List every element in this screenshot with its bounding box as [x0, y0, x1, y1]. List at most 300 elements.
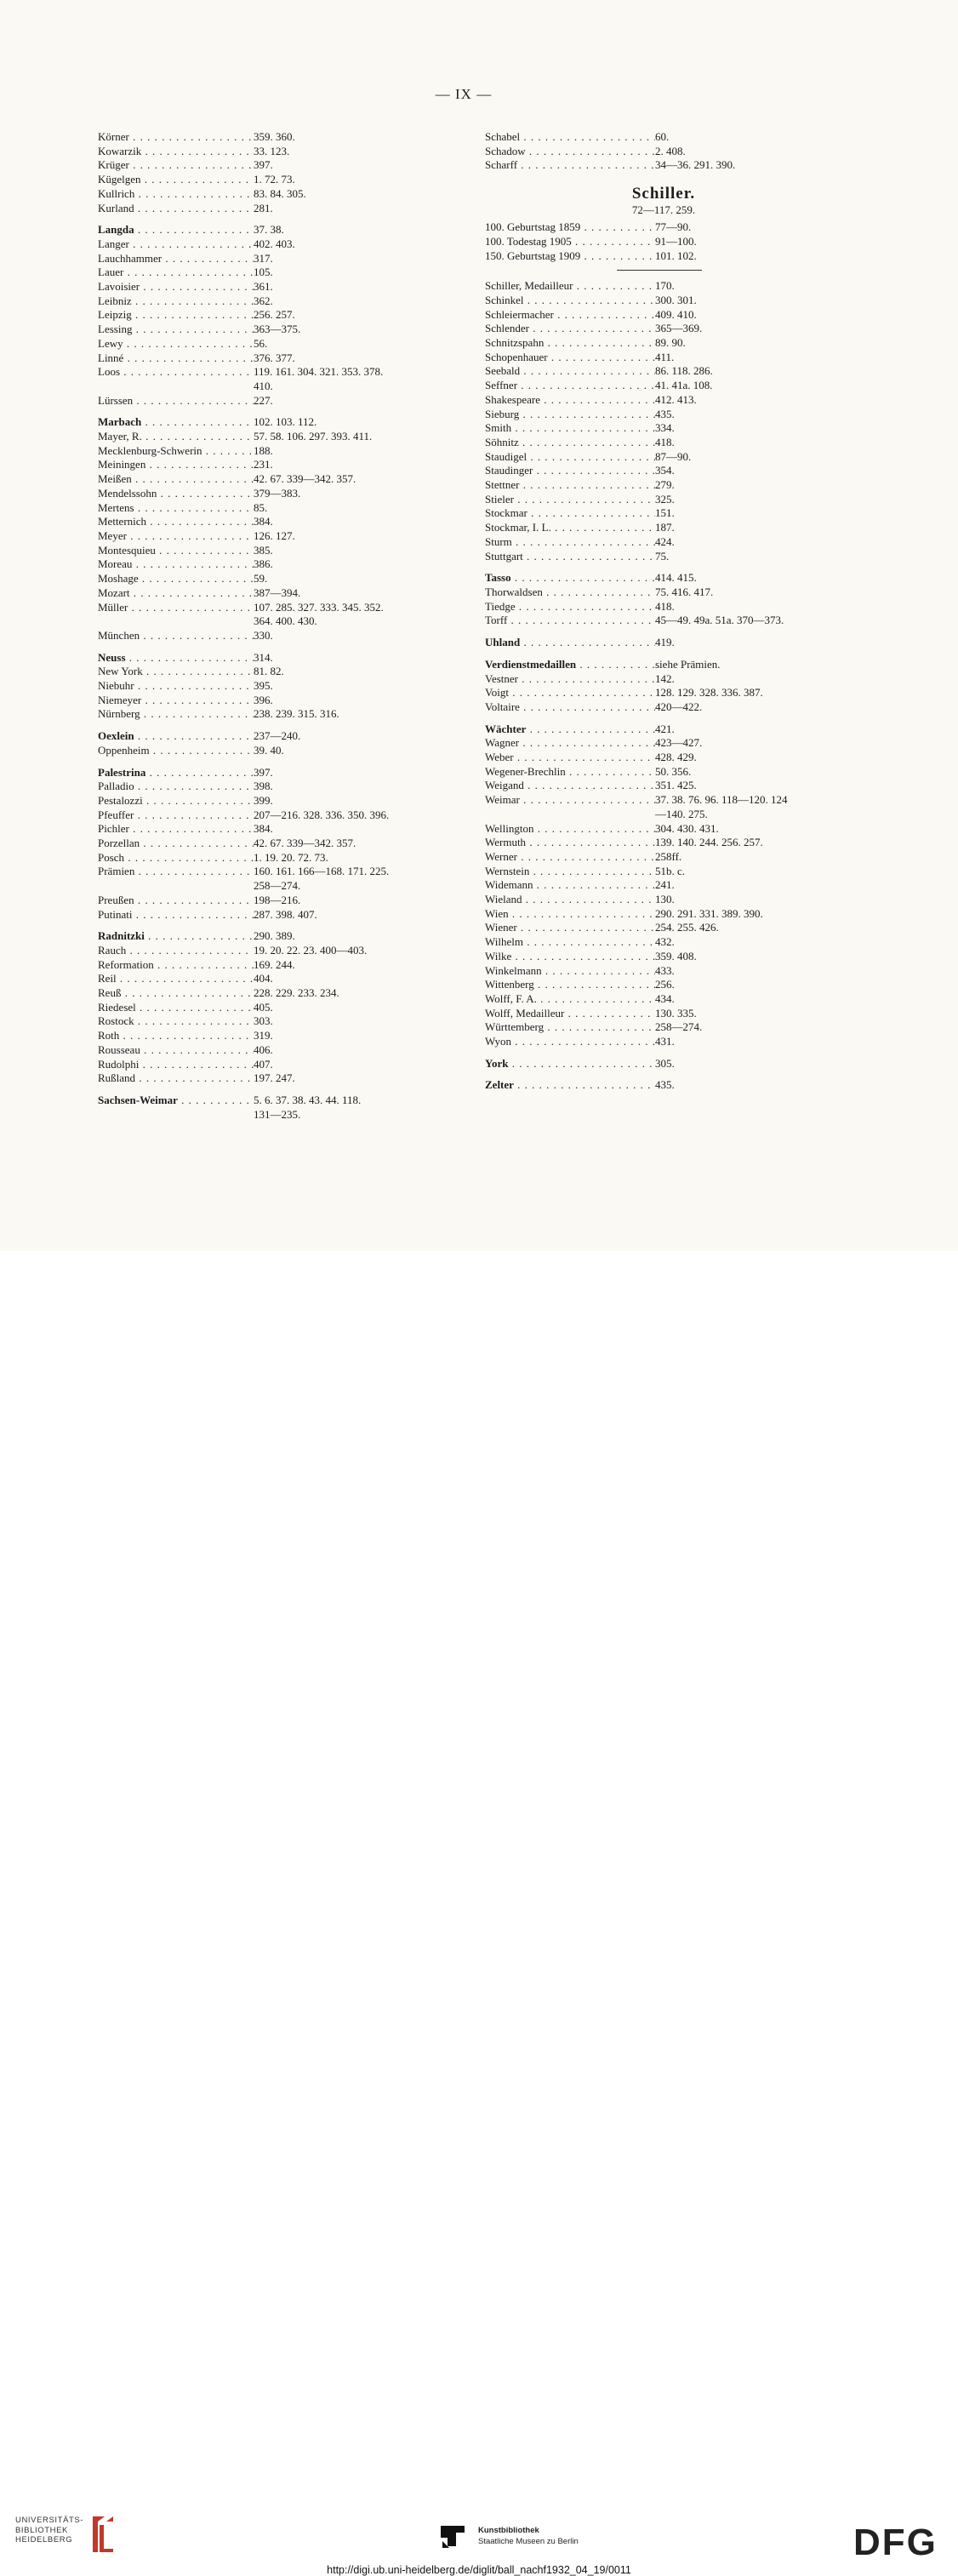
index-entry: [98, 529, 449, 544]
index-entry: [485, 379, 851, 393]
entry-pages: 409. 410.: [655, 307, 697, 321]
entry-name: Wächter: [485, 722, 527, 735]
index-entry: [98, 430, 449, 444]
index-entry: [485, 935, 851, 950]
entry-pages: 75.: [655, 549, 670, 563]
entry-pages: 198—216.: [254, 893, 301, 906]
index-entry: [98, 707, 449, 722]
university-library-name: [15, 2516, 83, 2545]
entry-pages: 107. 285. 327. 333. 345. 352. 364. 400. 430.: [254, 600, 384, 628]
entry-name: Wien: [485, 906, 509, 920]
index-entry: [98, 323, 449, 337]
entry-name: Müller: [98, 600, 128, 614]
entry-name: Kügelgen: [98, 173, 141, 186]
entry-pages: 397.: [254, 158, 273, 172]
entry-name: Mozart: [98, 585, 130, 599]
entry-pages: 384.: [254, 515, 273, 528]
entry-name: Wilhelm: [485, 935, 523, 949]
index-entry: [485, 130, 851, 145]
index-entry: [98, 665, 449, 679]
index-entry: [485, 535, 851, 550]
entry-pages: 89. 90.: [655, 336, 686, 350]
entry-name: Lewy: [98, 336, 123, 350]
uni-line-3: HEIDELBERG: [15, 2535, 73, 2545]
entry-name: 100. Todestag 1905: [485, 234, 572, 248]
entry-name: Metternich: [98, 515, 147, 528]
entry-name: Wegener-Brechlin: [485, 764, 566, 778]
index-entry: [98, 308, 449, 323]
entry-pages: 39. 40.: [254, 743, 284, 757]
entry-pages: 317.: [254, 251, 273, 265]
entry-name: Körner: [98, 130, 129, 143]
index-entry: [485, 464, 851, 478]
section-gap: [485, 563, 851, 571]
index-entry: [485, 145, 851, 159]
index-entry: [485, 1078, 851, 1093]
entry-pages: 385.: [254, 543, 273, 557]
index-entry: [485, 600, 851, 614]
entry-name: Leibniz: [98, 294, 132, 307]
entry-name: Posch: [98, 850, 125, 864]
university-logo-icon: [88, 2513, 117, 2554]
index-entry: [485, 408, 851, 422]
uni-line-1: UNIVERSITÄTS-: [15, 2516, 84, 2525]
index-entry: [98, 586, 449, 601]
section-gap: [98, 922, 449, 929]
index-entry: [98, 487, 449, 501]
entry-name: Schnitzspahn: [485, 336, 545, 350]
index-entry: [98, 894, 449, 908]
section-gap: [485, 628, 851, 636]
entry-pages: 414. 415.: [655, 571, 697, 585]
schiller-heading-block: [536, 185, 791, 217]
entry-name: Lessing: [98, 323, 133, 336]
schiller-heading: Schiller.: [631, 185, 696, 203]
entry-name: Meißen: [98, 472, 132, 486]
index-entry: [485, 765, 851, 780]
entry-name: Niebuhr: [98, 679, 134, 693]
entry-pages: 319.: [254, 1029, 273, 1042]
section-gap: [485, 1049, 851, 1057]
entry-pages: 130. 335.: [655, 1006, 697, 1020]
entry-pages: 314.: [254, 650, 273, 664]
entry-pages: 238. 239. 315. 316.: [254, 707, 339, 721]
index-entry: [98, 1029, 449, 1043]
entry-pages: 300. 301.: [655, 293, 697, 306]
entry-name: Zelter: [485, 1078, 514, 1092]
entry-name: Tasso: [485, 571, 511, 585]
index-entry: [98, 337, 449, 351]
entry-name: Lürssen: [98, 393, 134, 407]
entry-pages: 399.: [254, 793, 273, 807]
entry-pages: 86. 118. 286.: [655, 364, 713, 378]
kb-line-1: Kunstbibliothek: [478, 2526, 539, 2535]
entry-name: Verdienstmedaillen: [485, 657, 577, 671]
entry-name: Wolff, F. A.: [485, 991, 537, 1005]
entry-pages: 354.: [655, 464, 675, 477]
entry-name: 150. Geburtstag 1909: [485, 248, 581, 262]
index-entry: [485, 751, 851, 765]
entry-pages: 60.: [655, 130, 670, 143]
entry-name: Palladio: [98, 780, 134, 793]
index-entry: [98, 679, 449, 694]
entry-name: Sieburg: [485, 407, 520, 420]
entry-pages: 5. 6. 37. 38. 43. 44. 118. 131—235.: [254, 1094, 362, 1121]
entry-pages: 387—394.: [254, 585, 301, 599]
entry-name: Werner: [485, 849, 517, 863]
index-entry: [98, 173, 449, 187]
entry-name: Mendelssohn: [98, 486, 157, 500]
entry-name: Stettner: [485, 478, 520, 492]
entry-pages: 402. 403.: [254, 237, 295, 250]
entry-pages: 281.: [254, 201, 273, 214]
entry-pages: 435.: [655, 1078, 675, 1092]
entry-pages: 398.: [254, 780, 273, 793]
entry-pages: 361.: [254, 280, 273, 294]
index-entry: [98, 986, 449, 1001]
entry-name: Wagner: [485, 736, 520, 750]
entry-pages: 37. 38.: [254, 223, 284, 237]
entry-name: Stockmar: [485, 506, 527, 520]
entry-pages: 169. 244.: [254, 957, 295, 971]
entry-name: Wilke: [485, 949, 512, 962]
source-url[interactable]: http://digi.ub.uni-heidelberg.de/diglit/ball_nachf1932_04_19/0011: [327, 2564, 631, 2576]
entry-name: Wieland: [485, 893, 522, 906]
index-entry: [98, 601, 449, 629]
entry-name: Stockmar, I. L.: [485, 521, 551, 534]
schiller-subentries: [485, 220, 851, 263]
entry-pages: 434.: [655, 991, 675, 1005]
entry-pages: 33. 123.: [254, 144, 290, 157]
entry-pages: 59.: [254, 572, 268, 585]
footer-bar: [0, 1251, 958, 2576]
entry-name: Pfeuffer: [98, 808, 134, 821]
index-entry: [485, 700, 851, 715]
entry-pages: 85.: [254, 500, 268, 514]
index-entries-right: [485, 279, 851, 1093]
entry-name: Mayer, R.: [98, 430, 142, 443]
entry-pages: 386.: [254, 557, 273, 571]
entry-name: Rudolphi: [98, 1057, 140, 1071]
entry-name: Uhland: [485, 636, 521, 649]
entry-name: Rauch: [98, 943, 127, 957]
entry-name: Neuss: [98, 650, 126, 664]
entry-name: Mecklenburg-Schwerin: [98, 443, 202, 457]
index-entry: [98, 808, 449, 823]
index-entry: [98, 944, 449, 958]
entry-name: Wiener: [485, 921, 517, 934]
index-entry: [98, 394, 449, 408]
entry-pages: 57. 58. 106. 297. 393. 411.: [254, 430, 373, 443]
section-gap: [98, 1086, 449, 1094]
entry-pages: 42. 67. 339—342. 357.: [254, 837, 356, 850]
index-entry: [98, 351, 449, 366]
index-entry: [98, 1094, 449, 1122]
entry-name: Linné: [98, 351, 124, 364]
entry-name: New York: [98, 665, 143, 678]
entry-name: Tiedge: [485, 599, 516, 613]
entry-pages: 411.: [655, 350, 675, 363]
entry-pages: 42. 67. 339—342. 357.: [254, 472, 356, 486]
index-entry: [485, 351, 851, 365]
index-entry: [98, 837, 449, 851]
index-entry: [98, 294, 449, 309]
entry-name: Reformation: [98, 957, 154, 971]
entry-name: Montesquieu: [98, 543, 156, 557]
section-gap: [485, 1071, 851, 1078]
index-entry: [485, 921, 851, 935]
index-entry: [485, 364, 851, 379]
index-entry: [485, 736, 851, 751]
entry-name: München: [98, 628, 140, 642]
index-entry: [485, 964, 851, 979]
entry-name: Vestner: [485, 671, 518, 685]
entry-name: Wellington: [485, 821, 534, 835]
entry-pages: 424.: [655, 534, 675, 548]
index-entry: [485, 865, 851, 879]
entry-name: Meiningen: [98, 458, 146, 471]
index-entry: [485, 992, 851, 1007]
entry-name: Shakespeare: [485, 392, 540, 406]
index-entry: [98, 744, 449, 758]
entry-name: Langer: [98, 237, 129, 250]
entry-pages: 170.: [655, 279, 675, 293]
entry-name: Schlender: [485, 322, 529, 335]
entry-name: Schabel: [485, 130, 521, 143]
index-entry: [98, 929, 449, 944]
entry-pages: 83. 84. 305.: [254, 186, 306, 200]
entry-pages: 305.: [655, 1056, 675, 1070]
entry-name: York: [485, 1056, 509, 1070]
entry-pages: 75. 416. 417.: [655, 585, 714, 598]
entry-pages: 2. 408.: [655, 144, 686, 157]
kunstbibliothek-name: [478, 2525, 579, 2547]
entry-pages: 1. 72. 73.: [254, 173, 295, 186]
entry-pages: 81. 82.: [254, 665, 284, 678]
entry-name: Rousseau: [98, 1042, 140, 1056]
index-entry: [485, 294, 851, 308]
index-entry: [485, 493, 851, 507]
index-column-right: [485, 130, 851, 1093]
index-entry: [98, 544, 449, 558]
entry-pages: 384.: [254, 822, 273, 836]
index-entries-s-top: [485, 130, 851, 173]
entry-pages: 160. 161. 166—168. 171. 225. 258—274.: [254, 865, 390, 893]
index-entry: [98, 908, 449, 922]
scanned-page: [0, 0, 958, 1251]
entry-pages: 41. 41a. 108.: [655, 379, 713, 392]
entry-name: Roth: [98, 1029, 120, 1042]
entry-pages: 130.: [655, 893, 675, 906]
index-entry: [98, 794, 449, 808]
entry-pages: 187.: [655, 521, 675, 534]
entry-pages: 227.: [254, 393, 273, 407]
entry-name: Söhnitz: [485, 435, 519, 448]
index-entry: [98, 1014, 449, 1029]
entry-name: Kullrich: [98, 186, 135, 200]
entry-pages: 237—240.: [254, 729, 301, 743]
index-entry: [98, 651, 449, 665]
entry-pages: 142.: [655, 671, 675, 685]
entry-name: Rußland: [98, 1071, 136, 1085]
entry-pages: 45—49. 49a. 51a. 370—373.: [655, 614, 784, 627]
entry-name: Loos: [98, 365, 120, 379]
entry-name: Winkelmann: [485, 963, 542, 977]
entry-name: Pestalozzi: [98, 793, 143, 807]
entry-pages: 91—100.: [655, 234, 697, 248]
entry-name: Wolff, Medailleur: [485, 1006, 565, 1020]
index-entry: [485, 614, 851, 628]
entry-pages: 197. 247.: [254, 1071, 295, 1085]
index-entry: [98, 851, 449, 865]
entry-pages: 330.: [254, 628, 273, 642]
index-entry: [485, 585, 851, 600]
entry-pages: 420—422.: [655, 700, 703, 713]
entry-name: 100. Geburtstag 1859: [485, 220, 581, 234]
index-entry: [485, 393, 851, 408]
index-entry: [98, 223, 449, 237]
entry-pages: 359. 360.: [254, 130, 295, 143]
entry-pages: 376. 377.: [254, 351, 295, 364]
entry-name: Kurland: [98, 201, 134, 214]
entry-pages: 418.: [655, 435, 675, 448]
entry-name: Putinati: [98, 907, 133, 921]
entry-name: Nürnberg: [98, 707, 140, 721]
entry-pages: 287. 398. 407.: [254, 907, 317, 921]
entry-name: Niemeyer: [98, 693, 142, 706]
index-entry: [98, 158, 449, 173]
index-entry: [485, 220, 851, 235]
entry-name: Prämien: [98, 865, 135, 878]
section-gap: [485, 650, 851, 658]
index-entry: [98, 415, 449, 430]
index-entry: [485, 850, 851, 865]
index-entry: [98, 202, 449, 216]
index-entry: [485, 521, 851, 535]
index-entry: [485, 723, 851, 737]
index-entry: [485, 1020, 851, 1035]
entry-pages: 421.: [655, 722, 675, 735]
index-entry: [98, 145, 449, 159]
index-entry: [98, 444, 449, 459]
entry-name: Voigt: [485, 686, 509, 700]
entry-pages: 407.: [254, 1057, 273, 1071]
index-entry: [485, 249, 851, 264]
index-entry: [98, 1058, 449, 1072]
entry-name: Stuttgart: [485, 549, 523, 563]
index-entry: [98, 780, 449, 794]
entry-pages: 1. 19. 20. 72. 73.: [254, 850, 328, 864]
index-entry: [98, 458, 449, 472]
dfg-logo: DFG: [853, 2522, 938, 2563]
index-entry: [485, 1035, 851, 1049]
index-entry: [98, 365, 449, 393]
entry-pages: 279.: [655, 478, 675, 492]
index-entry: [485, 822, 851, 837]
index-entry: [98, 1001, 449, 1015]
section-gap: [485, 715, 851, 723]
index-entry: [485, 1057, 851, 1071]
entry-pages: 418.: [655, 599, 675, 613]
entry-name: Staudigel: [485, 449, 527, 463]
kunstbibliothek-logo-icon: [436, 2521, 470, 2551]
entry-pages: 359. 408.: [655, 949, 697, 962]
index-entry: [485, 1007, 851, 1021]
index-entry: [485, 636, 851, 650]
index-entry: [98, 130, 449, 145]
entry-name: Weigand: [485, 779, 524, 792]
entry-pages: 256.: [655, 978, 675, 991]
index-entry: [485, 950, 851, 964]
entry-pages: 50. 356.: [655, 764, 692, 778]
entry-pages: 51b. c.: [655, 864, 686, 877]
entry-name: Schadow: [485, 144, 526, 157]
index-entry: [485, 506, 851, 521]
entry-pages: 139. 140. 244. 256. 257.: [655, 836, 763, 849]
schiller-pages: 72—117. 259.: [631, 203, 696, 217]
entry-name: Riedesel: [98, 1000, 136, 1014]
index-entry: [98, 266, 449, 280]
entry-pages: 363—375.: [254, 323, 301, 336]
index-entry: [485, 478, 851, 493]
section-divider: [617, 270, 702, 271]
entry-pages: 56.: [254, 336, 268, 350]
entry-name: Lauer: [98, 266, 124, 279]
entry-name: Langda: [98, 223, 134, 237]
entry-pages: 207—216. 328. 336. 350. 396.: [254, 808, 390, 821]
entry-pages: 405.: [254, 1000, 273, 1014]
index-entry: [98, 472, 449, 487]
index-entry: [98, 252, 449, 266]
entry-pages: 228. 229. 233. 234.: [254, 986, 339, 1000]
index-entry: [485, 779, 851, 793]
entry-pages: 101. 102.: [655, 248, 697, 262]
entry-name: Schopenhauer: [485, 350, 548, 363]
entry-name: Moreau: [98, 557, 133, 571]
entry-pages: 128. 129. 328. 336. 387.: [655, 686, 763, 700]
entry-pages: 379—383.: [254, 486, 301, 500]
entry-pages: 423—427.: [655, 736, 703, 750]
entry-name: Kowarzik: [98, 144, 142, 157]
index-entry: [98, 694, 449, 708]
entry-pages: 406.: [254, 1042, 273, 1056]
entry-pages: 435.: [655, 407, 675, 420]
entry-name: Sachsen-Weimar: [98, 1094, 178, 1106]
index-entry: [98, 822, 449, 837]
entry-name: Widemann: [485, 878, 533, 892]
entry-pages: 254. 255. 426.: [655, 921, 719, 934]
index-entry: [485, 978, 851, 992]
entry-pages: 334.: [655, 421, 675, 435]
index-entry: [98, 187, 449, 202]
page-number: — IX —: [435, 86, 493, 102]
entry-name: Württemberg: [485, 1020, 545, 1034]
entry-name: Marbach: [98, 415, 142, 429]
entry-pages: 395.: [254, 679, 273, 693]
entry-name: Reil: [98, 972, 117, 985]
entry-pages: 77—90.: [655, 220, 692, 234]
index-entry: [485, 658, 851, 672]
entry-name: Mertens: [98, 500, 134, 514]
index-entry: [485, 550, 851, 564]
index-entry: [485, 158, 851, 173]
entry-pages: 412. 413.: [655, 392, 697, 406]
entry-pages: 19. 20. 22. 23. 400—403.: [254, 943, 368, 957]
entry-name: Leipzig: [98, 308, 132, 322]
entry-name: Lauchhammer: [98, 251, 163, 265]
entry-pages: 102. 103. 112.: [254, 415, 317, 429]
entry-name: Wermuth: [485, 836, 527, 849]
